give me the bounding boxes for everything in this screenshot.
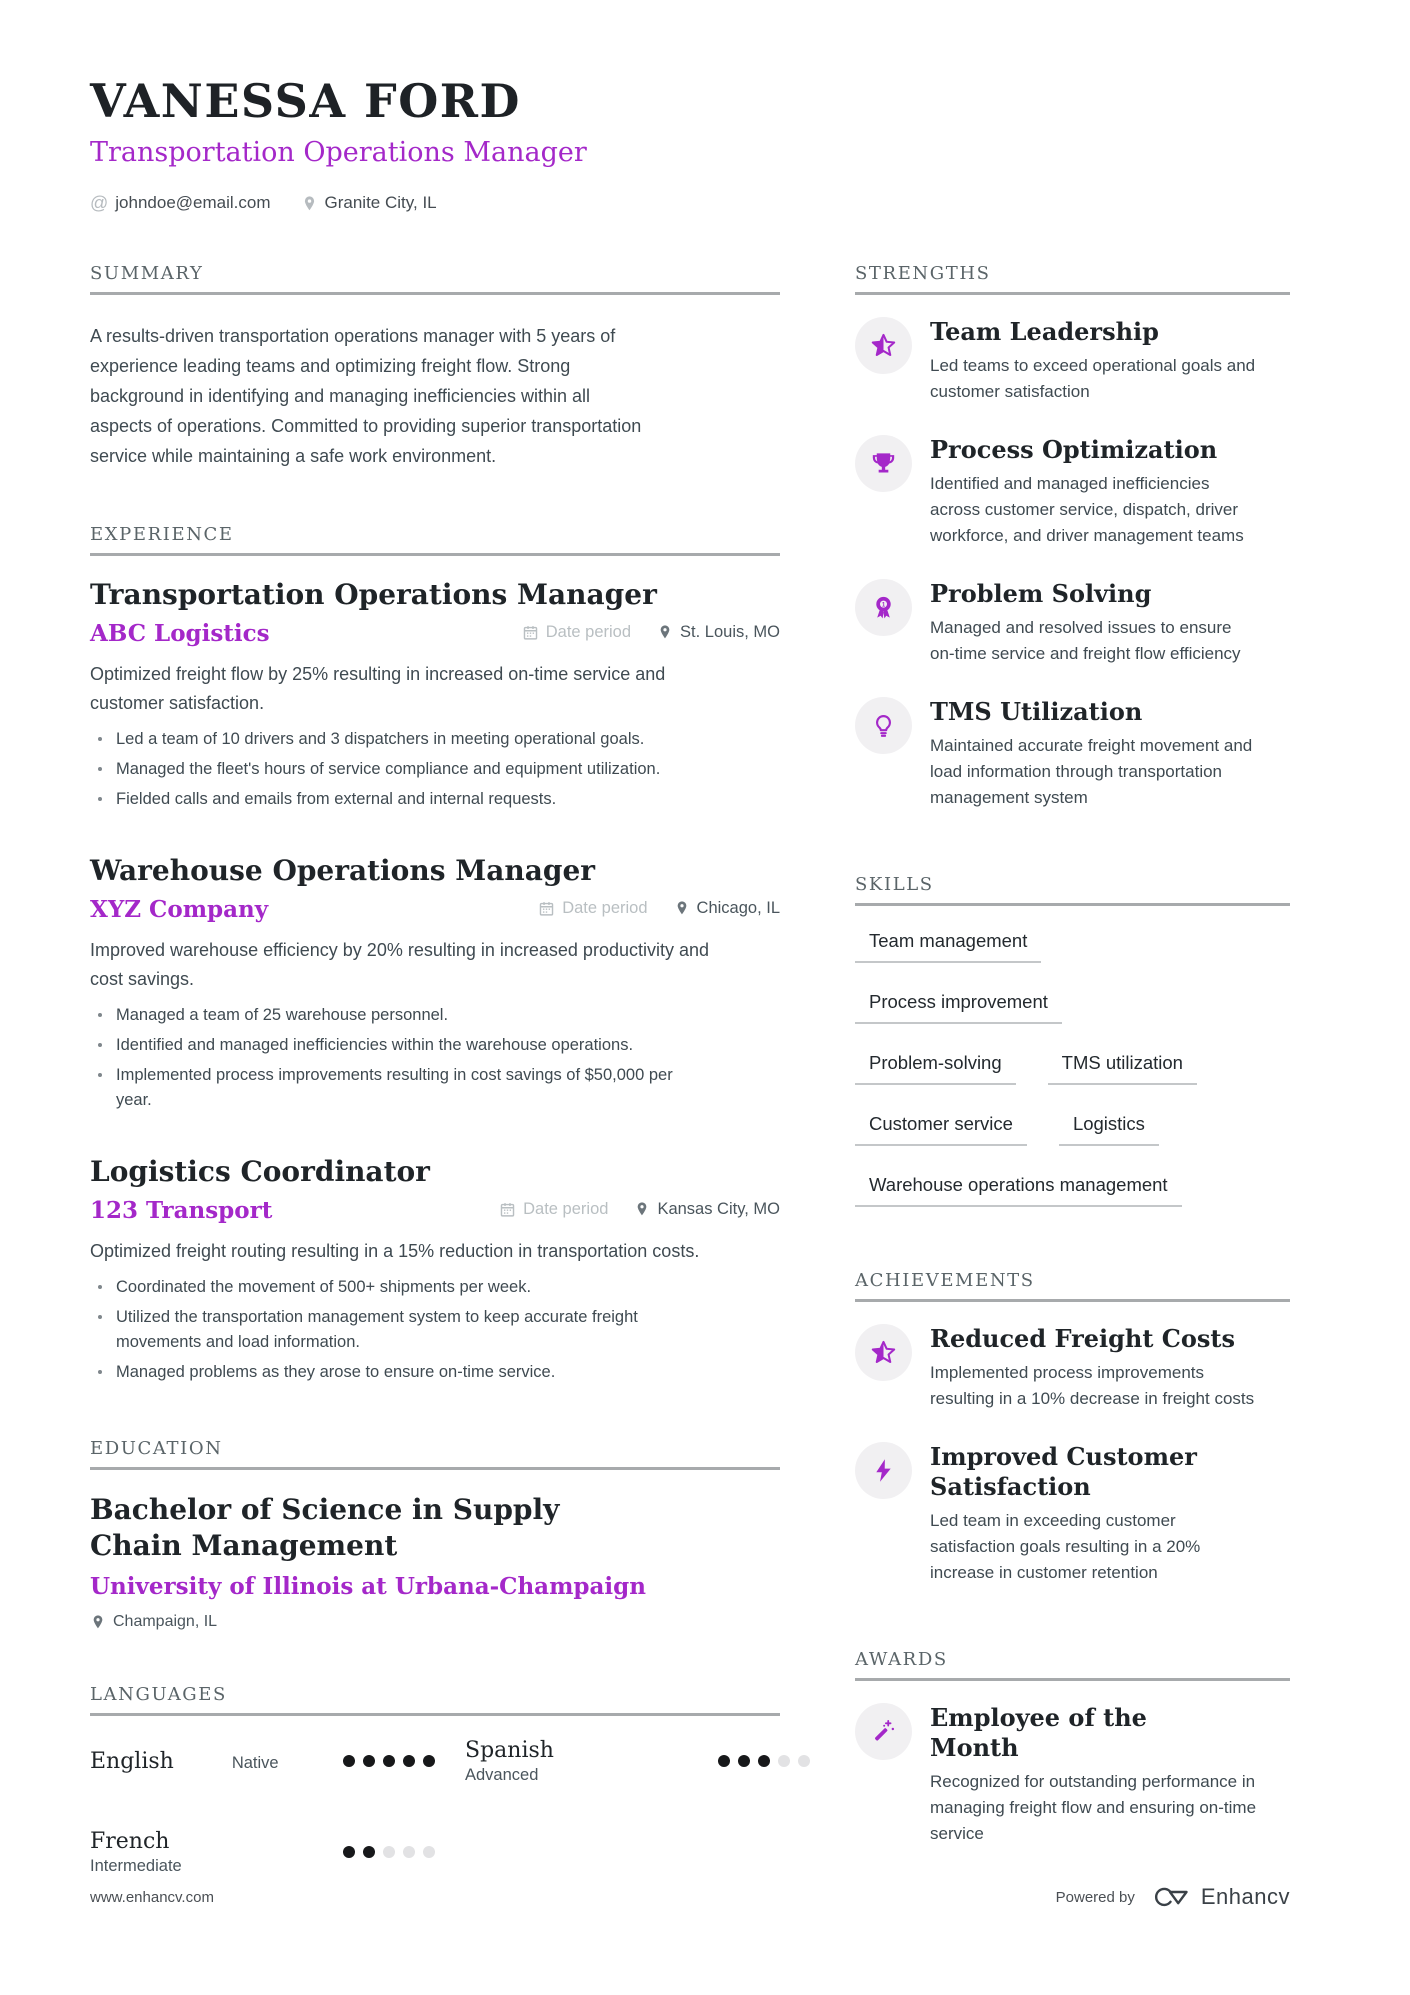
date-period-item: [499, 1200, 608, 1219]
job-title: Logistics Coordinator: [90, 1154, 430, 1188]
section-awards: [855, 1650, 1290, 1847]
section-experience: [90, 525, 780, 1385]
strength-description: Managed and resolved issues to ensure on-time service and freight flow efficiency: [930, 617, 1241, 663]
section-title: STRENGTHS: [855, 262, 991, 284]
bullet-item: Implemented process improvements resulting in cost savings of $50,000 per year.: [90, 1063, 690, 1113]
right-column: [855, 264, 1290, 1876]
location-pin-icon: [674, 900, 690, 916]
icon-circle: [855, 435, 912, 492]
language-name: Spanish: [465, 1737, 554, 1763]
company-name: 123 Transport: [90, 1196, 273, 1224]
location-item: [301, 193, 437, 213]
section-education: [90, 1439, 780, 1631]
location-text: Granite City, IL: [324, 193, 437, 213]
bullet-item: Managed a team of 25 warehouse personnel.: [90, 1003, 690, 1028]
bullet-item: Managed problems as they arose to ensure on-time service.: [90, 1360, 690, 1385]
strength-item: [855, 317, 1290, 405]
skill-tag: Team management: [855, 930, 1041, 963]
section-rule: [855, 292, 1290, 295]
education-location-text: Champaign, IL: [113, 1612, 218, 1630]
degree-title: Bachelor of Science in Supply Chain Management: [90, 1492, 560, 1562]
enhancv-logo[interactable]: [1148, 1884, 1290, 1910]
skill-tag: Customer service: [855, 1113, 1027, 1146]
icon-circle: [855, 1703, 912, 1760]
experience-item: [90, 1155, 780, 1385]
achievement-item: [855, 1442, 1290, 1586]
contact-row: [90, 193, 1290, 214]
section-rule: [855, 903, 1290, 906]
strength-item: [855, 435, 1290, 549]
star-badge-icon: [870, 1339, 897, 1366]
job-summary: Optimized freight flow by 25% resulting in increased on-time service and customer satisfaction.: [90, 663, 666, 713]
icon-circle: [855, 1442, 912, 1499]
strength-item: [855, 697, 1290, 811]
company-name: XYZ Company: [90, 895, 269, 923]
section-title: EXPERIENCE: [90, 523, 234, 545]
skill-tag: Logistics: [1059, 1113, 1159, 1146]
section-rule: [90, 292, 780, 295]
section-languages: [90, 1685, 780, 1876]
language-level: Advanced: [465, 1765, 539, 1784]
job-meta: [522, 623, 780, 642]
strength-description: Identified and managed inefficiencies across customer service, dispatch, driver workforce, and driver management teams: [930, 473, 1244, 545]
columns: [0, 264, 1410, 1876]
job-title: Transportation Operations Manager: [90, 577, 657, 611]
job-subrow: [90, 1197, 780, 1224]
bullet-item: Utilized the transportation management system to keep accurate freight movements and load information.: [90, 1305, 690, 1355]
page-footer: [90, 1884, 1290, 1910]
job-title: Warehouse Operations Manager: [90, 853, 596, 887]
date-period-item: [538, 899, 647, 918]
star-badge-icon: [870, 332, 897, 359]
language-item: [90, 1738, 435, 1785]
icon-circle: [855, 1324, 912, 1381]
achievement-title: Improved Customer Satisfaction: [930, 1441, 1197, 1501]
job-location-text: Kansas City, MO: [657, 1199, 780, 1218]
skill-tag: Process improvement: [855, 991, 1062, 1024]
date-period-text: Date period: [562, 898, 648, 917]
job-summary: Optimized freight routing resulting in a 15% reduction in transportation costs.: [90, 1240, 700, 1261]
footer-website-link[interactable]: www.enhancv.com: [90, 1888, 214, 1906]
enhancv-logo-icon: [1148, 1884, 1192, 1910]
section-title: AWARDS: [855, 1648, 948, 1670]
section-title: EDUCATION: [90, 1437, 223, 1459]
award-title: Employee of the Month: [930, 1702, 1147, 1762]
strength-item: [855, 579, 1290, 667]
job-subrow: [90, 896, 780, 923]
strength-title: TMS Utilization: [930, 696, 1143, 726]
strength-title: Process Optimization: [930, 434, 1218, 464]
email-text: johndoe@email.com: [115, 193, 271, 213]
job-location-item: [634, 1200, 780, 1219]
experience-item: [90, 578, 780, 812]
location-pin-icon: [90, 1614, 106, 1630]
section-strengths: [855, 264, 1290, 811]
bullet-item: Coordinated the movement of 500+ shipments per week.: [90, 1275, 690, 1300]
skill-tag: Problem-solving: [855, 1052, 1016, 1085]
person-name: VANESSA FORD: [90, 74, 521, 128]
lightbulb-icon: [870, 712, 897, 739]
bullet-item: Fielded calls and emails from external and internal requests.: [90, 787, 690, 812]
resume-header: [0, 0, 1410, 214]
trophy-icon: [870, 450, 897, 477]
section-summary: [90, 264, 780, 471]
left-column: [90, 264, 780, 1876]
strength-description: Maintained accurate freight movement and load information through transportation management system: [930, 735, 1253, 807]
icon-circle: [855, 317, 912, 374]
calendar-icon: [522, 624, 539, 641]
section-rule: [90, 553, 780, 556]
location-pin-icon: [301, 195, 318, 212]
school-name: University of Illinois at Urbana-Champaign: [90, 1572, 646, 1600]
location-pin-icon: [657, 624, 673, 640]
at-sign-icon: @: [90, 192, 109, 213]
medal-icon: [870, 594, 897, 621]
bullet-item: Identified and managed inefficiencies within the warehouse operations.: [90, 1033, 690, 1058]
summary-text: A results-driven transportation operations manager with 5 years of experience leading teams and optimizing freight flow. Strong background in identifying and managing inefficiencies within all aspects of operations. Committed to providing superior transportation service while maintaining a safe work environment.: [90, 325, 642, 466]
section-rule: [855, 1299, 1290, 1302]
strength-title: Team Leadership: [930, 316, 1159, 346]
enhancv-brand-text: Enhancv: [1200, 1884, 1290, 1909]
job-location-text: Chicago, IL: [696, 898, 780, 917]
section-title: SUMMARY: [90, 262, 204, 284]
award-item: [855, 1703, 1290, 1847]
achievement-description: Led team in exceeding customer satisfaction goals resulting in a 20% increase in customer retention: [930, 1510, 1201, 1582]
experience-item: [90, 854, 780, 1113]
location-pin-icon: [634, 1201, 650, 1217]
section-title: ACHIEVEMENTS: [855, 1269, 1035, 1291]
language-item: [90, 1829, 435, 1876]
strength-description: Led teams to exceed operational goals and customer satisfaction: [930, 355, 1256, 401]
bullet-item: Managed the fleet's hours of service compliance and equipment utilization.: [90, 757, 690, 782]
award-description: Recognized for outstanding performance in managing freight flow and ensuring on-time service: [930, 1771, 1257, 1843]
job-bullets: [90, 1003, 690, 1113]
languages-grid: [90, 1738, 810, 1876]
job-location-item: [657, 623, 780, 642]
section-achievements: [855, 1271, 1290, 1586]
job-meta: [499, 1200, 780, 1219]
skills-list: [855, 930, 1290, 1207]
achievement-title: Reduced Freight Costs: [930, 1323, 1236, 1353]
calendar-icon: [499, 1201, 516, 1218]
job-bullets: [90, 727, 690, 812]
achievement-description: Implemented process improvements resulting in a 10% decrease in freight costs: [930, 1362, 1255, 1408]
powered-by-label: Powered by: [1055, 1888, 1135, 1906]
language-name: French: [90, 1828, 170, 1854]
date-period-item: [522, 623, 631, 642]
date-period-text: Date period: [545, 622, 632, 641]
skill-tag: TMS utilization: [1048, 1052, 1197, 1085]
job-bullets: [90, 1275, 690, 1385]
language-rating-dots: [343, 1846, 435, 1858]
language-rating-dots: [343, 1755, 435, 1767]
wand-icon: [870, 1718, 897, 1745]
job-location-item: [674, 899, 780, 918]
company-name: ABC Logistics: [90, 619, 270, 647]
section-rule: [855, 1678, 1290, 1681]
language-rating-dots: [718, 1755, 810, 1767]
section-title: LANGUAGES: [90, 1683, 227, 1705]
job-summary: Improved warehouse efficiency by 20% resulting in increased productivity and cost savings.: [90, 939, 710, 989]
calendar-icon: [538, 900, 555, 917]
job-meta: [538, 899, 780, 918]
section-title: SKILLS: [855, 873, 934, 895]
section-skills: [855, 875, 1290, 1207]
skill-tag: Warehouse operations management: [855, 1174, 1182, 1207]
powered-by: [1056, 1884, 1290, 1910]
language-level: Intermediate: [90, 1856, 182, 1875]
language-name: English: [90, 1748, 174, 1774]
svg-text:1: 1: [881, 602, 886, 609]
job-subrow: [90, 620, 780, 647]
icon-circle: [855, 579, 912, 636]
job-location-text: St. Louis, MO: [680, 622, 780, 641]
bolt-icon: [870, 1457, 897, 1484]
icon-circle: [855, 697, 912, 754]
email-item: [90, 193, 271, 214]
education-location: [90, 1613, 780, 1631]
language-item: [465, 1738, 810, 1785]
date-period-text: Date period: [523, 1199, 609, 1218]
strength-title: Problem Solving: [930, 578, 1152, 608]
person-title: Transportation Operations Manager: [90, 136, 587, 168]
language-level: Native: [231, 1753, 279, 1772]
bullet-item: Led a team of 10 drivers and 3 dispatchers in meeting operational goals.: [90, 727, 690, 752]
section-rule: [90, 1713, 780, 1716]
section-rule: [90, 1467, 780, 1470]
achievement-item: [855, 1324, 1290, 1412]
